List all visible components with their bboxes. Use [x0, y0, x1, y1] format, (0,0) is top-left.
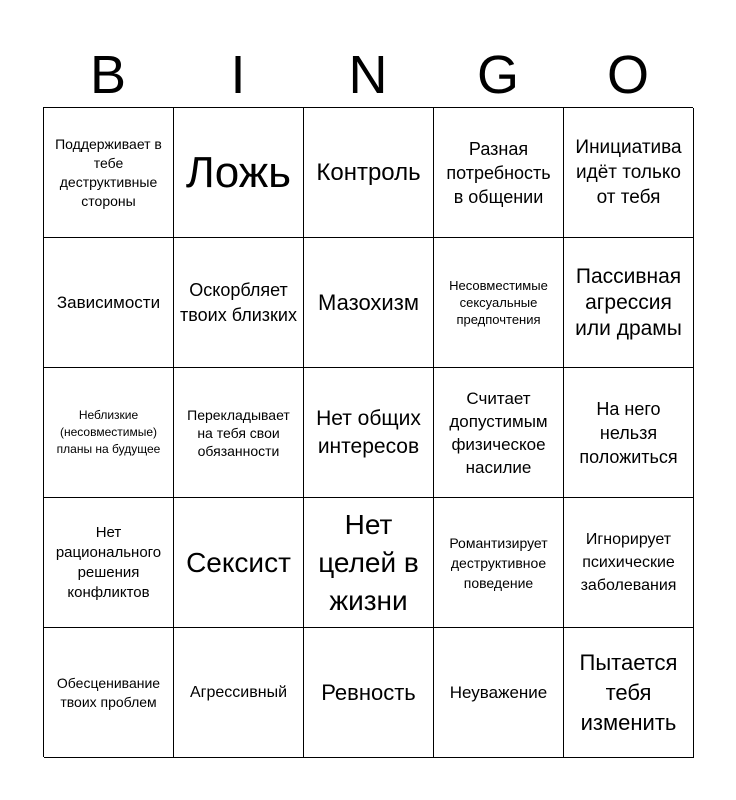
bingo-cell[interactable] [44, 498, 174, 628]
bingo-header [43, 44, 693, 106]
cell-text: Ревность [321, 679, 416, 705]
cell-text: Ложь [185, 147, 292, 197]
cell-text: Неуважение [449, 682, 548, 702]
cell-text: Контроль [316, 158, 421, 186]
bingo-cell[interactable] [174, 498, 304, 628]
bingo-cell[interactable] [304, 368, 434, 498]
bingo-cell[interactable] [434, 368, 564, 498]
bingo-cell[interactable] [174, 108, 304, 238]
bingo-cell[interactable] [304, 628, 434, 758]
bingo-cell[interactable] [564, 238, 694, 368]
cell-text: Пассивная агрессия или драмы [575, 264, 682, 340]
bingo-cell[interactable] [564, 108, 694, 238]
bingo-cell[interactable] [564, 498, 694, 628]
bingo-cell[interactable] [564, 628, 694, 758]
header-letter-i: I [230, 45, 246, 105]
bingo-cell[interactable] [434, 628, 564, 758]
cell-text: Обесценивание твоих проблем [56, 674, 161, 710]
bingo-cell[interactable] [44, 238, 174, 368]
cell-text: Сексист [186, 546, 291, 578]
bingo-board [43, 107, 693, 757]
cell-text: Нет целей в жизни [318, 508, 419, 616]
cell-text: Оскорбляет твоих близких [180, 279, 297, 325]
cell-text: Разная потребность в общении [446, 138, 551, 207]
cell-text: Игнорирует психические заболевания [580, 531, 677, 594]
bingo-cell[interactable] [304, 108, 434, 238]
bingo-cell[interactable] [304, 238, 434, 368]
cell-text: Считает допустимым физическое насилие [449, 388, 548, 477]
bingo-cell[interactable] [44, 108, 174, 238]
cell-text: Нет общих интересов [316, 406, 421, 458]
bingo-cell[interactable] [434, 108, 564, 238]
bingo-cell[interactable] [44, 628, 174, 758]
cell-text: Инициатива идёт только от тебя [575, 137, 682, 208]
header-letter-n: N [348, 45, 388, 105]
bingo-cell[interactable] [304, 498, 434, 628]
cell-text: Перекладывает на тебя свои обязанности [187, 406, 290, 459]
cell-text: Неблизкие (несовместимые) планы на будущее [56, 408, 161, 456]
bingo-cell[interactable] [174, 628, 304, 758]
bingo-cell[interactable] [434, 498, 564, 628]
bingo-cell[interactable] [174, 238, 304, 368]
cell-text: На него нельзя положиться [579, 398, 678, 467]
bingo-cell[interactable] [174, 368, 304, 498]
cell-text: Несовместимые сексуальные предпочтения [449, 278, 548, 327]
cell-text: Романтизирует деструктивное поведение [449, 534, 548, 591]
cell-text: Пытается тебя изменить [579, 649, 678, 735]
bingo-cell[interactable] [564, 368, 694, 498]
bingo-cell[interactable] [434, 238, 564, 368]
cell-text: Зависимости [56, 292, 161, 312]
cell-text: Мазохизм [318, 289, 419, 315]
bingo-cell[interactable] [44, 368, 174, 498]
header-letter-g: G [476, 45, 519, 105]
cell-text: Поддерживает в тебе деструктивные стороны [55, 135, 162, 209]
header-letter-b: B [89, 45, 127, 105]
cell-text: Агрессивный [189, 684, 287, 701]
header-letter-o: O [606, 45, 649, 105]
cell-text: Нет рационального решения конфликтов [55, 523, 162, 601]
